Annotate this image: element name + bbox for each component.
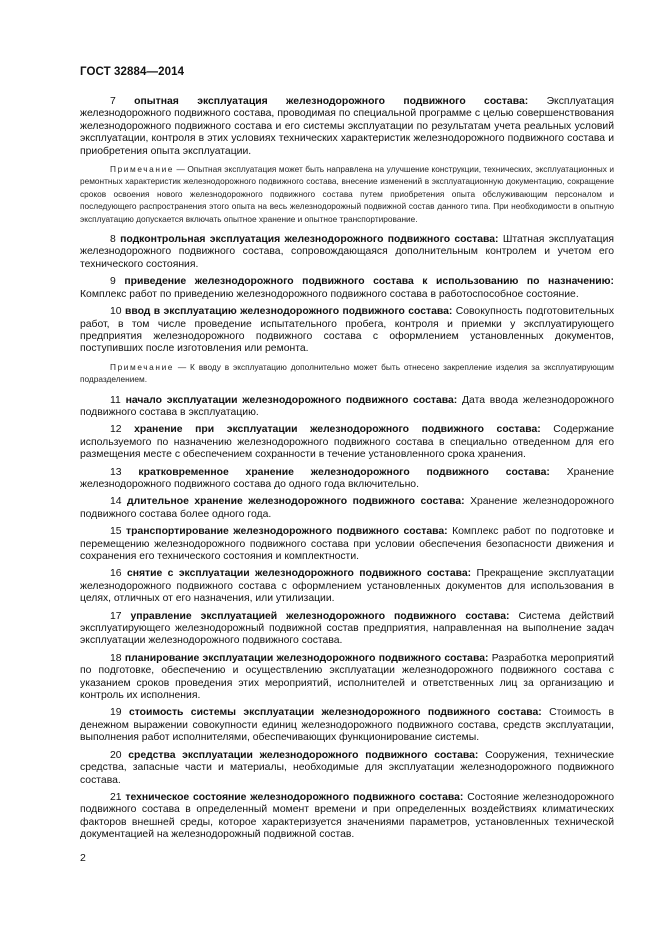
term-number: 21 bbox=[110, 791, 122, 803]
term-definition: Дата ввода железнодорожного подвижного состава в эксплуатацию. bbox=[80, 394, 614, 418]
term-entry bbox=[80, 276, 614, 301]
term-definition: Эксплуатация железнодорожного подвижного состава, проводимая по специальной программе с целью совершенствования железнодорожного подвижного состава и его системы эксплуатации по результатам учета реальных условий эксплуатации, контроля в этих условиях технических характеристик железнодорожного подвижного состава и приобретения опыта эксплуатации. bbox=[80, 96, 615, 157]
term-name: средства эксплуатации железнодорожного подвижного состава: bbox=[128, 749, 479, 761]
term-definition: Система действий эксплуатирующего железнодорожный подвижной состав предприятия, направленная на выполнение задач эксплуатации железнодорожного подвижного состава. bbox=[80, 610, 615, 647]
term-entry bbox=[80, 306, 614, 356]
term-number: 8 bbox=[110, 234, 116, 246]
term-number: 15 bbox=[110, 526, 122, 538]
term-name: техническое состояние железнодорожного подвижного состава: bbox=[125, 791, 464, 803]
note-text: К вводу в эксплуатацию дополнительно может быть отнесено закрепление изделия за эксплуатирующим подразделением. bbox=[80, 361, 614, 385]
term-definition: Сооружения, технические средства, запасные части и материалы, необходимые для эксплуатации железнодорожного подвижного состава. bbox=[80, 749, 615, 786]
term-name: планирование эксплуатации железнодорожного подвижного состава: bbox=[124, 652, 489, 664]
term-number: 9 bbox=[110, 276, 116, 288]
term-number: 20 bbox=[110, 749, 122, 761]
term-name: длительное хранение железнодорожного подвижного состава: bbox=[127, 496, 465, 508]
term-definition: Состояние железнодорожного подвижного состава в определенный момент времени и при определенных воздействиях климатических факторов внешней среды, которое характеризуется значениями параметров, установленных технической документацией на железнодорожный подвижной состав. bbox=[80, 791, 615, 841]
term-number: 12 bbox=[110, 424, 122, 436]
term-number: 7 bbox=[110, 96, 116, 107]
note: Примечание — К вводу в эксплуатацию дополнительно может быть отнесено закрепление изделия за эксплуатирующим подразделением. bbox=[80, 361, 614, 385]
term-name: кратковременное хранение железнодорожного подвижного состава: bbox=[138, 466, 550, 478]
term-name: транспортирование железнодорожного подвижного состава: bbox=[126, 526, 448, 538]
note-text: Опытная эксплуатация может быть направлена на улучшение конструкции, технических, эксплуатационных и ремонтных характеристик железнодорожного подвижного состава, внесение изменений в эксплуатационную документацию, сокращение сроков освоения нового железнодорожного подвижного состава путем приобретения опыта обслуживающим персоналом и последующего распространения этого опыта на весь железнодорожный подвижной состав данного типа. При необходимости в опытную эксплуатацию допускается включать опытное хранение и опытное транспортирование. bbox=[80, 164, 614, 224]
term-entry bbox=[80, 568, 614, 605]
term-name: опытная эксплуатация железнодорожного подвижного состава: bbox=[134, 96, 529, 107]
page-number: 2 bbox=[80, 852, 86, 864]
standard-header: ГОСТ 32884—2014 bbox=[80, 66, 185, 78]
terms-content bbox=[80, 96, 614, 847]
term-number: 13 bbox=[110, 466, 122, 478]
term-definition: Комплекс работ по приведению железнодорожного подвижного состава в работоспособное состояние. bbox=[80, 288, 579, 300]
note-label: Примечание bbox=[110, 164, 175, 175]
term-entry bbox=[80, 707, 614, 744]
term-number: 10 bbox=[110, 306, 122, 318]
term-name: хранение при эксплуатации железнодорожного подвижного состава: bbox=[134, 424, 541, 436]
term-number: 14 bbox=[110, 496, 122, 508]
term-definition: Совокупность подготовительных работ, в том числе проведение испытательного пробега, контроля и приемки у эксплуатирующего предприятия железнодорожного подвижного состава с оформлением установленных документов, поступивших после изготовления или ремонта. bbox=[80, 306, 615, 355]
term-name: управление эксплуатацией железнодорожного подвижного состава: bbox=[130, 610, 510, 622]
term-entry bbox=[80, 96, 614, 158]
term-name: начало эксплуатации железнодорожного подвижного состава: bbox=[125, 394, 458, 406]
term-entry bbox=[80, 496, 614, 521]
term-entry bbox=[80, 653, 614, 703]
term-number: 17 bbox=[110, 610, 122, 622]
term-number: 18 bbox=[110, 652, 122, 664]
term-name: стоимость системы эксплуатации железнодорожного подвижного состава: bbox=[128, 707, 542, 719]
term-definition: Комплекс работ по подготовке и перемещению железнодорожного подвижного состава при условии обеспечения безопасности движения и сохранения его технического состояния и комплектности. bbox=[80, 526, 614, 562]
term-entry bbox=[80, 234, 614, 271]
term-entry bbox=[80, 467, 614, 492]
term-number: 11 bbox=[110, 394, 121, 406]
term-definition: Содержание используемого по назначению железнодорожного подвижного состава в специально отведенном для его размещения месте с обеспечением сохранности в течение установленного срока хранения. bbox=[80, 424, 615, 461]
term-number: 19 bbox=[110, 707, 122, 719]
term-entry bbox=[80, 750, 614, 787]
term-entry bbox=[80, 792, 614, 842]
term-name: снятие с эксплуатации железнодорожного подвижного состава: bbox=[126, 568, 472, 580]
term-definition: Прекращение эксплуатации железнодорожного подвижного состава с оформлением установленных документов для использования в целях, отличных от его назначения, или утилизации. bbox=[80, 568, 615, 605]
term-definition: Штатная эксплуатация железнодорожного подвижного состава, сопровождающаяся дополнительным контролем и учетом его технического состояния. bbox=[80, 234, 615, 270]
term-entry bbox=[80, 526, 614, 563]
term-definition: Хранение железнодорожного подвижного состава до одного года включительно. bbox=[80, 466, 615, 490]
term-entry bbox=[80, 424, 614, 461]
term-name: подконтрольная эксплуатация железнодорожного подвижного состава: bbox=[120, 234, 499, 246]
term-number: 16 bbox=[110, 568, 122, 580]
term-entry bbox=[80, 395, 614, 420]
term-definition: Разработка мероприятий по подготовке, обеспечению и осуществлению эксплуатации железнодорожного подвижного состава с указанием сроков проведения этих мероприятий, исполнителей и ответственных лиц за организацию и контроль их исполнения. bbox=[80, 652, 615, 702]
term-entry bbox=[80, 611, 614, 648]
note-label: Примечание bbox=[110, 361, 175, 372]
term-name: ввод в эксплуатацию железнодорожного подвижного состава: bbox=[124, 306, 453, 318]
term-definition: Стоимость в денежном выражении совокупности единиц железнодорожного подвижного состава, средств эксплуатации, выполнения работ исполнителями, обеспечивающих функционирование системы. bbox=[80, 707, 615, 744]
term-name: приведение железнодорожного подвижного состава к использованию по назначению: bbox=[124, 276, 615, 288]
note: Примечание — Опытная эксплуатация может быть направлена на улучшение конструкции, технических, эксплуатационных и ремонтных характеристик железнодорожного подвижного состава, внесение изменений в эксплуатационную документацию, сокращение сроков освоения нового железнодорожного подвижного состава путем приобретения опыта обслуживающим персоналом и последующего распространения этого опыта на весь железнодорожный подвижной состав данного типа. При необходимости в опытную эксплуатацию допускается включать опытное хранение и опытное транспортирование. bbox=[80, 164, 614, 224]
term-definition: Хранение железнодорожного подвижного состава более одного года. bbox=[80, 496, 614, 520]
